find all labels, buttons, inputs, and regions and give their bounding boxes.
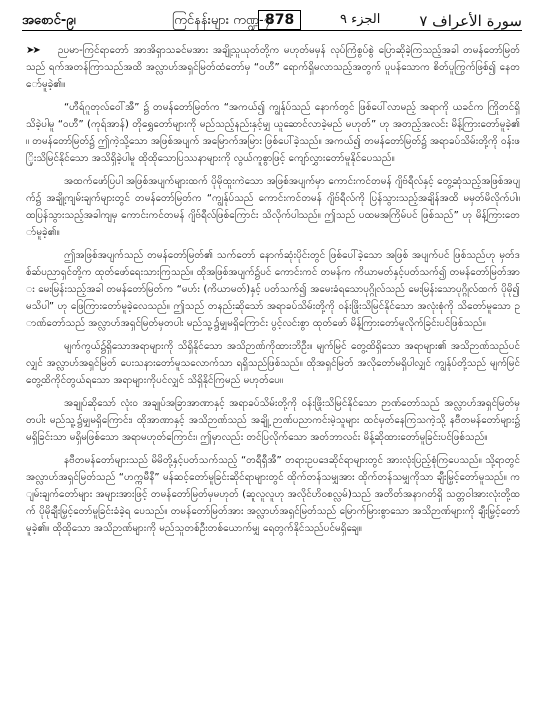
page-body	[26, 42, 520, 708]
paragraph: ဤအဖြစ်အပျက်သည် တမန်တော်မြတ်၏ သက်တော် နောက်ဆုံးပိုင်းတွင် ဖြစ်ပေါ်ခဲ့သော အဖြစ် အပျက်ပင် ဖြစ်သည်ဟု မှတ်ဒစ်ဆ်ပညာရှင်တို့က ထုတ်ဖော်ရေးသားကြသည်။ ထိုအဖြစ်အပျက်၌ပင် ကောင်းကင် တမန်က ကိယာမတ်နှင့်ပတ်သက်၍ တမန်တော်မြတ်အား မေးမြန်းသည့်အခါ တမန်တော်မြတ်က “မဟ်း (ကိယာမတ်)နှင့် ပတ်သက်၍ အမေးခံရသောပုဂ္ဂိုလ်သည် မေးမြန်းသောပုဂ္ဂိုလ်ထက် ပိုမို၍မသိပါ” ဟု ဖြေကြားတော်မူခဲ့လေသည်။ ဤသည် တနည်းဆိုသော် အရာခပ်သိမ်းတို့ကို ဝန်းဖြိုးသိမြင်နိုင်သော အလုံးစုံကို သိတော်မူသော ဉာဏ်တော်သည် အလ္လာဟ်အရှင်မြတ်မှတပါး မည်သူ့၌မျှမရှိကြောင်း ပွင့်လင်းစွာ ထုတ်ဖော် မိန့်ကြားတော်မူလိုက်ခြင်းပင်ဖြစ်သည်။	[26, 250, 520, 329]
paragraph-text: ဉပမာ-ကြင်ရာတော် အာအိရှာသခင်မအား အချို့သူယုတ်တို့က မဟုတ်မမှန် လုပ်ကြံစွပ်စွဲ ပြောဆိုခဲ့ကြသည့်အခါ တမန်တော်မြတ်သည် ရက်အတန်ကြာသည်အထိ အလ္လာဟ်အရှင်မြတ်ထံတော်မှ “ဝဟီ” ရောက်ရှိမလာသည့်အတွက် ပူပန်သောက စိတ်ပူကြွက်ဖြစ်၍ နေတော်မူခဲ့၏။	[26, 45, 520, 90]
paragraph: မျက်ကွယ်၌ရှိသောအရာများကို သိရှိနိုင်သော အသိဉာဏ်ကိုထားဘိဦး။ မျက်မြင် တွေ့ထိရှိသော အရာများ၏ အသိဉာဏ်သည်ပင်လျှင် အလ္လာဟ်အရှင်မြတ် ပေးသနားတော်မူသလောက်သာ ရရှိသည်ဖြစ်သည်။ ထိုအရှင်မြတ် အလိုတော်မရှိပါလျှင် ကျွန်ုပ်တို့သည် မျက်မြင်တွေ့ထိကိုင်တွယ်ရသော အရာများကိုပင်လျှင် သိရှိနိုင်ကြမည် မဟုတ်ပေ။	[26, 341, 520, 386]
section-label: ကြင်နန်းများ ကဏ္ဍ-၇	[172, 13, 271, 28]
volume-label: အစောင်-၉၊	[22, 13, 76, 28]
paragraph: အချုပ်ဆိုသော် လုံးဝ အချုပ်အခြာအာဏာနှင့် အရာခပ်သိမ်းတို့ကို ဝန်းဖြိုးသိမြင်နိုင်သော ဉာဏ်တော်သည် အလ္လာဟ်အရှင်မြတ်မှတပါး မည်သူ့၌မျှမရှိကြောင်း၊ ထိုအာဏာနှင့် အသိဉာဏ်သည် အချို့ ဉာဏ်ပညာကင်းမဲ့သူများ ထင်မှတ်နေကြသကဲ့သို့ နဗီတမန်တော်များ၌ မရှိခြင်းသာ မရှိမဖြစ်သော အရာမဟုတ်ကြောင်း၊ ဤမှာလည်း တင်ပြလိုက်သော အတ်ဘာလင်း မိန့်ဆိုထားတော်မူခြင်းပင်ဖြစ်သည်။	[26, 398, 520, 443]
page-number: 878	[258, 10, 301, 30]
header-divider	[22, 30, 522, 31]
paragraph: နဗီတမန်တော်များသည် မိမိတို့နှင့်ပတ်သက်သည့် “တရီရှီအီ” တရားဥပဒေဆိုင်ရာများတွင် အားလုံးပြည့်စုံကြပေသည်။ သို့ရာတွင် အလ္လာဟ်အရှင်မြတ်သည် “ဟက္ကမီနီ” မန်ဆင့်တော်မူခြင်းဆိုင်ရာများတွင် ထိုက်တန်သမျှအား ထိုက်တန်သမျှကိုသာ ချီးမြှင့်တော်မူသည်။ ကျမ်းချက်တော်များ အများအားဖြင့် တမန်တော်မြတ်မှမဟုတ် (ဆူလူလူဟု အလိုင်ဟိဝစလ္လမ်)သည် အတိတ်အနာဂတ်ရှိ သတ္တဝါအားလုံးတို့ထက် ပိုမိုချီးမြှင့်တော်မူခြင်းခံခဲ့ရ ပေသည်။ တမန်တော်မြတ်အား အလ္လာဟ်အရှင်မြတ်သည် မြောက်မြားစွာသော အသိဉာဏ်များကို ချီးမြှင့်တော် မူခဲ့၏။ ထိုထိုသော အသိဉာဏ်များကို မည်သူတစ်ဦးတစ်ယောက်မျှ ရေတွက်နိုင်သည်ပင်မရှိချေ။	[26, 455, 520, 534]
paragraph: အထက်ဖော်ပြပါ အဖြစ်အပျက်များထက် ပိုမိုထူးကဲသော အဖြစ်အပျက်မှာ ကောင်းကင်တမန် ဂျိဗ်ရီလ်နှင့် တွေ့ဆုံသည့်အဖြစ်အပျက်၌ အချို့ကျမ်းချက်များတွင် တမန်တော်မြတ်က “ကျွန်ုပ်သည် ကောင်းကင်တမန် ဂျိဗ်ရီလ်ကို ပြန်သွားသည့်အချိန်အထိ မမှတ်မိလိုက်ပါ။ ထပြန်သွားသည့်အခါကျမှ ကောင်းကင်တမန် ဂျိဗ်ရီလ်ဖြစ်ကြောင်း သိလိုက်ပါသည်။ ဤသည် ပထမအကြိမ်ပင် ဖြစ်သည်” ဟု မိန့်ကြားတော်မူခဲ့၏။	[26, 176, 520, 238]
paragraph: “ဟီရ်ဂူတုလ်ဝေါ်အီ” ၌ တမန်တော်မြတ်က “အကယ်၍ ကျွန်ုပ်သည် နောက်တွင် ဖြစ်ပေါ်လာမည့် အရာကို ယခင်က ကြိုတင်ရှိသိခဲ့ပါမူ “ဝဟီ” (ကုရ်အာန်) တိုရွှေတော်များကို မည်သည့်နည်းနှင့်မျှ ယူဆောင်လာခဲ့မည် မဟုတ်” ဟု အတည့်အလင်း မိန့်ကြားတော်မူခဲ့၏။ တမန်တော်မြတ်၌ ဤကဲ့သို့သော အဖြစ်အပျက် အမြောက်အမြား ဖြစ်ပေါ်ခဲ့သည်။ အကယ်၍ တမန်တော်မြတ်၌ အရာခပ်သိမ်းတို့ကို ဝန်းဖြိုးသိမြင်နိုင်သော အသိရှိခဲ့ပါမူ ထိုထိုသောပြဿနာများကို လွယ်ကူစွာဖြင့် ကျော်လွှားတော်မူနိုင်ပေသည်။	[26, 102, 520, 164]
surah-title: سورة الأعراف ٧	[419, 12, 522, 30]
double-arrow-bullet-icon: ➤➤	[26, 45, 39, 56]
paragraph	[26, 42, 520, 93]
juz-label: الجزء ٩	[340, 12, 381, 27]
